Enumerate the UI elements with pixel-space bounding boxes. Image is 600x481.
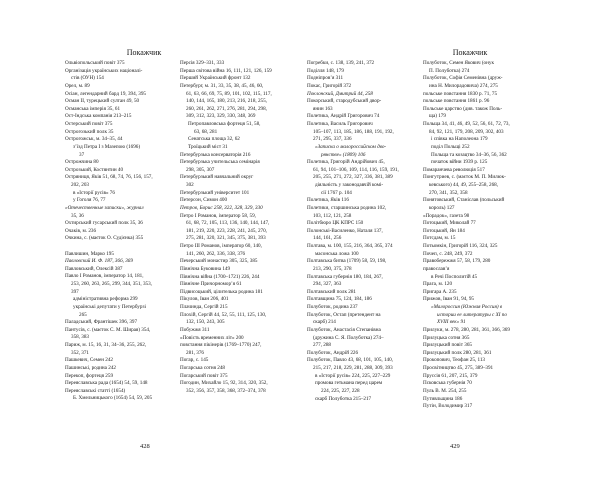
index-entry: Очаків, м. 236: [65, 227, 97, 234]
index-entry: Полонські-Василенко, Наталя 137,: [307, 227, 383, 234]
index-entry: Полуботок, Андрій 226: [307, 349, 359, 356]
index-entry: Полетика, Василь Григорович: [307, 121, 373, 127]
index-entry: з’їзд Петра І з Мазепою (1696): [73, 143, 141, 150]
index-entry: Полтавська битва (1709) 58, 59, 198,: [307, 258, 387, 265]
index-entry: Полтавщина 75, 124, 184, 186: [307, 296, 372, 303]
index-entry: Остерський повіт 375: [65, 121, 113, 127]
index-entry: Полуботок, Софія Семенівна (друж-: [423, 75, 503, 82]
index-entry: (дружина С. Я. Полуботка) 274–: [313, 334, 384, 341]
page-number: 428: [140, 443, 150, 450]
index-entry: Полетика, Григорій Андрійович 45,: [307, 159, 385, 166]
index-entry: «Повість временних літ» 200: [180, 334, 244, 341]
index-entry: Покорський, стародубський двор-: [307, 98, 382, 105]
index-entry: Сенатська площа 32, 62: [188, 136, 240, 143]
index-entry: скарб Полуботка 215–217: [315, 395, 372, 402]
index-entry: Охтирський гусарський полк 35, 36: [65, 220, 143, 227]
index-entry: Остряниця, Яків 51, 68, 74, 76, 156, 157,: [65, 174, 153, 181]
index-entry: Полетика, Андрій Григорович 74: [307, 113, 380, 120]
index-entry: 309, 312, 323, 329, 330, 348, 369: [186, 113, 256, 120]
index-entry: Пригара А. 235: [423, 288, 457, 295]
index-entry: Прилуцький повіт 365: [423, 342, 472, 349]
index-entry: Печерський монастир 305, 325, 385: [180, 258, 258, 265]
index-entry: ина Н. Милорадовича) 274, 275: [429, 82, 498, 89]
index-entry: Полуботок, Семен Якович (онук: [423, 60, 494, 66]
index-column: [180, 60, 296, 396]
index-entry: Перша світова війна 16, 111, 121, 126, 159: [180, 67, 272, 74]
index-entry: П. Полуботка) 274: [429, 67, 470, 74]
index-entry: Північна війна (1700–1721) 226, 244: [180, 273, 260, 280]
index-entry: Перекоп, фортеця 259: [65, 372, 114, 379]
index-entry: Пруссія 61, 207, 215, 379: [423, 372, 478, 379]
index-entry: Полетика, Яків 116: [307, 197, 349, 204]
index-column: [423, 60, 539, 411]
index-entry: 61, 68, 72, 105, 113, 136, 140, 144, 147,: [186, 220, 270, 227]
index-entry: Польща 34, 41, 46, 49, 52, 56, 61, 72, 73,: [423, 121, 510, 127]
index-entry: 270, 341, 352, 358: [429, 189, 468, 196]
index-entry: «Порадок», газета 98: [423, 212, 470, 219]
index-entry: 37: [79, 151, 85, 158]
index-entry: 281, 376: [186, 349, 204, 356]
index-entry: адміністративна реформа 299: [73, 296, 138, 303]
index-entry: Полетики, старшинська родина 102,: [307, 204, 387, 211]
index-entry: 358, 383: [71, 334, 89, 341]
index-entry: 302: [186, 182, 194, 188]
index-entry: Павло І Романов, імператор 14, 181,: [65, 273, 144, 280]
index-entry: 103, 112, 121, 258: [313, 212, 352, 219]
index-entry: 202, 203: [71, 182, 89, 188]
index-entry: повстання пікінерів (1769–1770) 247,: [180, 342, 262, 349]
index-entry: у Гоголя 76, 77: [73, 197, 106, 204]
index-entry: рянстве» (1809) 106: [321, 151, 366, 158]
index-entry: Псковська губернія 70: [423, 380, 472, 387]
index-entry: 271, 295, 337, 336: [313, 136, 352, 143]
index-entry: 277, 288: [313, 342, 331, 349]
index-entry: Погарський повіт 375: [180, 372, 228, 379]
index-entry: початок війни 1939 р. 125: [431, 159, 488, 166]
index-entry: Троїцький міст 31: [188, 143, 228, 150]
index-entry: Ост-Індська компанія 213–215: [65, 113, 132, 120]
index-entry: Подніпров’я 311: [307, 75, 344, 82]
index-entry: «Малороссия (Южная Россия) в: [431, 304, 503, 310]
index-entry: Погарська сотня 248: [180, 365, 225, 371]
index-entry: Острожчина 80: [65, 159, 99, 166]
index-entry: 352, 371: [71, 349, 89, 356]
index-entry: поділ Польщі 252: [431, 143, 470, 150]
index-entry: Прилуки, м. 278, 280, 281, 361, 366, 369: [423, 326, 510, 333]
index-entry: Петров, Борис 258, 322, 328, 329, 330: [180, 204, 263, 211]
index-entry: Польща та козацтво 34–36, 56, 362: [431, 151, 507, 158]
index-entry: Польське царство (див. також Поль-: [423, 105, 503, 112]
index-entry: сії 1767 р. 104: [321, 189, 352, 196]
index-entry: Петербурзька учительська семінарія: [180, 159, 260, 166]
index-entry: 205, 255, 271, 272, 327, 336, 381, 389: [313, 174, 393, 181]
index-entry: 260, 261, 262, 271, 276, 281, 294, 298,: [186, 105, 267, 112]
index-entry: скарб) 214: [313, 319, 336, 326]
index-entry: Осман II, турецький султан 49, 50: [65, 98, 140, 105]
index-entry: Петербурзький університет 101: [180, 189, 250, 196]
index-entry: Просвітництво 45, 275, 389–391: [423, 365, 494, 371]
index-entry: в «Історії русів» 76: [73, 189, 115, 196]
index-entry: Поклонский, Дмитрий 44, 258: [307, 90, 373, 97]
index-spacer: [65, 243, 181, 251]
index-column: [307, 60, 423, 403]
index-entry: Потоцький, Ян 184: [423, 227, 465, 234]
index-entry: Прокопович, Теофан 25, 113: [423, 357, 485, 364]
index-entry: 294, 327, 363: [313, 281, 342, 288]
index-entry: Побужжя 311: [180, 326, 210, 333]
index-entry: Полуботок, Павло 43, 68, 101, 105, 140,: [307, 357, 393, 364]
index-entry: 265: [79, 311, 87, 318]
index-entry: ща) 179: [429, 113, 446, 120]
index-entry: Прилуцька сотня 365: [423, 334, 470, 341]
index-entry: Осіан, легендарний бард 19, 394, 395: [65, 90, 146, 97]
index-entry: в «Історії русів» 224, 225, 227–229: [315, 372, 391, 379]
index-entry: 215, 217, 218, 229, 281, 288, 309, 393: [313, 365, 393, 371]
index-entry: Потоцький, Миколай 77: [423, 220, 476, 227]
index-entry: Ольвіопольський повіт 375: [65, 60, 125, 66]
index-entry: Політбюро ЦК КПРС 150: [307, 220, 364, 227]
index-entry: Переяславська рада (1654) 54, 59, 148: [65, 380, 148, 387]
index-entry: Поділля 148, 179: [307, 67, 344, 74]
index-entry: 397: [71, 288, 79, 295]
index-entry: Помаранчева революція 517: [423, 166, 485, 173]
index-entry: Петропавловська фортеця 51, 58,: [188, 121, 261, 127]
index-entry: XVIII век» 91: [437, 319, 466, 326]
index-entry: Полуботок, Остап (претендент на: [307, 311, 381, 318]
index-entry: Пантусів, с. (маєток С. М. Ширая) 354,: [65, 326, 151, 333]
index-entry: Павловский И. Ф. 187, 366, 369: [65, 258, 133, 265]
index-entry: король) 127: [429, 204, 455, 211]
index-entry: Прилуцький полк 280, 281, 361: [423, 349, 492, 356]
index-entry: Почеп, с. 248, 249, 372: [423, 250, 473, 257]
index-entry: Петербурзька консерваторія 216: [180, 151, 251, 158]
index-entry: Орел, м. 89: [65, 82, 90, 89]
right-page: [300, 0, 600, 481]
index-entry: Полтавський полк 281: [307, 288, 356, 295]
index-entry: польське повстання 1830 р. 71, 75: [423, 90, 498, 97]
index-entry: Б. Хмельницького (1654) 54, 59, 205: [73, 395, 153, 402]
index-entry: Пашинські, родина 242: [65, 364, 116, 371]
index-entry: стів (ОУН) 154: [71, 75, 104, 82]
index-entry: Полтава, м. 100, 155, 216, 364, 365, 374: [307, 243, 393, 249]
index-entry: Острозький, Костянтин 40: [65, 166, 124, 173]
index-entry: промова гетьмана перед царем: [315, 380, 383, 387]
index-entry: Полтавська губернія 180, 184, 267,: [307, 273, 383, 280]
index-entry: Петро III Романов, імператор 60, 140,: [180, 243, 262, 249]
index-entry: Петро I Романов, імператор 58, 59,: [180, 212, 256, 219]
index-entry: Північне Причорномор’я 61: [180, 281, 242, 288]
index-entry: Правобережжя 57, 58, 179, 280: [423, 258, 491, 265]
index-entry: «Записка о малороссийском дво-: [315, 143, 387, 150]
index-entry: 35, 36: [71, 212, 84, 219]
index-entry: янин 163: [313, 105, 333, 112]
index-entry: 352, 356, 357, 358, 368, 372–374, 378: [186, 387, 266, 394]
index-entry: 275, 281, 320, 321, 345, 375, 381, 393: [186, 235, 266, 242]
index-entry: «Отечественные записки», журнал: [65, 204, 144, 211]
index-entry: Пуль В. М. 254, 255: [423, 387, 467, 394]
index-entry: Париж, м. 15, 16, 31, 34–36, 255, 262,: [65, 342, 147, 349]
index-entry: Організація українських націоналі-: [65, 67, 143, 74]
page-header: Покажчик: [452, 48, 488, 57]
page-header: Покажчик: [126, 48, 162, 57]
index-entry: 213, 290, 375, 378: [313, 265, 352, 272]
index-entry: масонська ложа 100: [315, 250, 359, 257]
index-entry: в Речі Посполитій 45: [431, 273, 478, 280]
index-entry: 224, 225, 227, 228: [321, 387, 360, 394]
index-column: [65, 60, 181, 403]
index-entry: Підвисоцький, цілителька родина 181: [180, 288, 263, 295]
index-entry: 61, 94, 101–106, 109, 114, 116, 159, 191,: [313, 166, 399, 173]
index-entry: Пашкевич, Семен 242: [65, 357, 113, 364]
index-entry: Путін, Володимир 317: [423, 403, 473, 410]
index-entry: православ’я: [423, 265, 450, 272]
index-entry: 253, 260, 263, 265, 299, 344, 351, 353,: [71, 281, 152, 288]
index-entry: Острогожськ, м. 34–35, 44: [65, 136, 123, 143]
index-entry: Павлишин, Марко 195: [65, 250, 114, 257]
index-entry: Плохій, Сергій 44, 52, 55, 111, 125, 130,: [180, 311, 267, 318]
index-entry: діяльність у законодавчій комі-: [315, 182, 384, 188]
index-entry: 141, 260, 262, 336, 338, 376: [186, 250, 246, 257]
index-entry: Петерсон, Симон 400: [180, 197, 228, 204]
index-entry: Петербург, м. 31, 33, 35, 38, 45, 46, 60,: [180, 82, 264, 89]
index-entry: польське повстання 1861 р. 96: [423, 98, 490, 105]
index-entry: Пікулов, Іван 206, 401: [180, 296, 229, 303]
index-entry: Потсдам, м. 15: [423, 235, 456, 242]
index-entry: Прага, м. 120: [423, 281, 453, 288]
index-entry: Перший Український фронт 132: [180, 75, 251, 82]
index-entry: Покас, Григорій 372: [307, 82, 352, 89]
index-entry: Погребки, с. 138, 139, 241, 372: [307, 60, 375, 66]
index-entry: українські депутати у Петербурзі: [73, 303, 146, 310]
index-entry: Полуботок, Анастасія Степанівна: [307, 326, 381, 333]
page-number: 429: [450, 443, 460, 450]
index-entry: 144, 161, 256: [313, 235, 342, 242]
index-entry: Османська імперія 35, 61: [65, 105, 121, 112]
index-entry: 298, 305, 307: [186, 166, 215, 173]
index-entry: Павловський, Олексій 387: [65, 265, 123, 272]
index-entry: 61, 63, 66, 69, 75, 89, 101, 102, 115, 117,: [186, 90, 272, 97]
index-entry: 105–107, 113, 185, 186, 188, 191, 192,: [313, 128, 394, 135]
index-entry: кевського) 44, 49, 255–258, 268,: [429, 182, 499, 188]
index-entry: Понгутриев, с. (маєток М. П. Милюк-: [423, 174, 506, 181]
index-entry: Понятовський, Станіслав (польський: [423, 197, 505, 204]
index-entry: Прижов, Іван 91, 94, 95: [423, 296, 474, 303]
index-entry: 63, 68, 281: [194, 128, 218, 135]
index-entry: Острогозький полк 35: [65, 128, 114, 135]
index-entry: Путивльщина 186: [423, 395, 463, 402]
index-entry: Потьомкін, Григорій 116, 324, 325: [423, 243, 498, 249]
index-entry: Переяславські статті (1654): [65, 387, 126, 394]
index-entry: Персія 329–331, 333: [180, 60, 225, 66]
index-entry: Погар, с. 145: [180, 357, 209, 364]
index-entry: Петербурзький навчальний округ: [180, 174, 254, 181]
index-entry: Паладський, Франтішек 396, 397: [65, 319, 138, 326]
index-entry: Плачинда, Сергій 215: [180, 304, 228, 310]
index-entry: Північна Буковина 149: [180, 265, 231, 272]
index-entry: і співка на Наполеона 179: [431, 136, 488, 143]
index-entry: 181, 219, 220, 223, 228, 241, 245, 270,: [186, 227, 267, 234]
index-entry: 84, 92, 121, 179, 208, 209, 302, 403: [429, 128, 504, 135]
index-entry: Очкина, с. (маєток О. Судієнка) 355: [65, 235, 144, 242]
index-entry: Полуботок, родина 237: [307, 304, 358, 310]
index-entry: 140, 144, 165, 180, 213, 216, 218, 255,: [186, 98, 267, 105]
index-entry: 132, 150, 243, 305: [186, 319, 225, 326]
index-entry: Погодин, Михайло 15, 92, 314, 320, 352,: [180, 380, 268, 387]
index-entry: истории ее литературы с ХІ по: [437, 311, 507, 318]
